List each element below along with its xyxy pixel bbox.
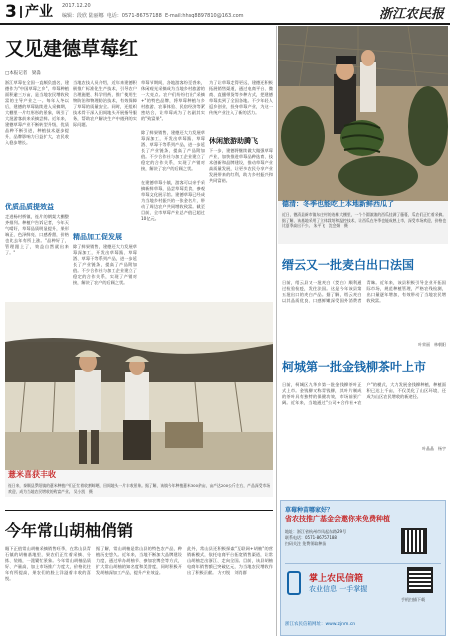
ad-slogan: 农业信息 一手掌握 [309, 585, 368, 593]
paragraph: 下一步，建德将继续做大做强草莓产业，加快推进草莓品种选育、技术创新和品牌建设，推动草莓产业高质量发展，让更多农民分享产业发展带来的红利，助力乡村振兴和共同富裕。 [209, 148, 273, 183]
article2-title: 缙云又一批麦白出口法国 [282, 258, 415, 272]
article3-reporter: 叶晶晶 杨宇 [422, 446, 446, 451]
main-col-1 [5, 80, 69, 298]
harvest-caption-body: 连日来，泰顺县罗阳镇的薏米种植户们正忙着收割晾晒，田间地头一片丰收景象。据了解，该镇今年种植薏米300余亩，亩产达200公斤左右，产品深受市场欢迎，成为当地农民增收的致富产业。 吴小凯 摄 [8, 483, 270, 494]
main-col-4 [209, 80, 273, 298]
paragraph: 草莓节期间，各地游客纷至沓来，休闲观光采摘成为当地乡村旅游的一大亮点。农户们纷纷打出"采摘+"的特色品牌，将草莓种植与乡村旅游、农事体验、民宿经济等紧密结合，让草莓成为了名副其实的"致富果"。 [141, 80, 205, 121]
paragraph: 日前，缙云县又一批麦白（茭白）顺利通过检验检疫，发往法国。这是今年该县第五批出口的麦白产品。据了解，缙云麦白以其品质优良、口感鲜嫩深受国外消费者青睐。近年来，该县积极引导企业开拓国际市场，规范种植管理，严格农残检测，出口量逐年增加，有效带动了当地农民增收致富。 [282, 280, 446, 303]
paragraph: 日前，柯城区九华乡第一批金钱柳茶叶正式上市。金钱柳又称青钱柳，其叶片制成的茶叶具有独特的保健功效，市场前景广阔。近年来，当地通过"公司+合作社+农户"的模式，大力发展金钱柳种植，种植面积已达上千亩，不仅美化了山区环境，还成为山区农民增收的新途径。 [282, 382, 446, 405]
section-title: 产业 [25, 4, 53, 20]
ad-qr-label: 手机扫描下载 [401, 597, 425, 602]
paragraph: 除了鲜果销售，建德还大力发展草莓深加工，开发出草莓酱、草莓酒、草莓干等系列产品，进一步延长了产业链条，提高了产品附加值。不少合作社与加工企业建立了稳定的合作关系，实现了产销对接，解决了农户的后顾之忧。 [141, 130, 205, 171]
header-phone: 电话：0571-86757188 [106, 13, 162, 19]
paragraph: 除了鲜果销售，建德还大力发展草莓深加工，开发出草莓酱、草莓酒、草莓干等系列产品，进一步延长了产业链条，提高了产品附加值。不少合作社与加工企业建立了稳定的合作关系，实现了产销对接，解决了农户的后顾之忧。 [73, 244, 137, 285]
header-contact [62, 12, 244, 19]
ad-phone-icon [287, 571, 301, 595]
paragraph: 浙江草莓在全国一直颇负盛名，建德作为"中国草莓之乡"，草莓种植面积逾三万亩，是当地农民增收致富的主导产业之一。每年入冬以后，建德的草莓陆续进入采摘期，大棚里一片红彤彤的景象，吸引了大批游客前来采摘尝鲜。近年来，建德草莓产业不断转型升级，优质品种不断引进，种植技术逐步提升，品牌影响力日益扩大，农民收入稳步增长。 [5, 80, 69, 145]
ad-line: 扫码关注 免费领取种苗 [285, 541, 327, 546]
article4-col-1: 眼下正值常山胡柚采摘销售旺季，在常山县青石镇的胡柚基地里，果农们正忙着采摘、分拣、装箱，一派繁忙景象。今年常山胡柚品质好、产量高，加上市场推广力度大，价格比往年有所提高，果农们的脸上洋溢着丰收的喜悦。 [5, 546, 91, 581]
paragraph: 当地农技人员介绍，近年来建德积极推广标准化生产技术，引导农户合理施肥、科学用药，推广使用生物防治和物理防治技术，有效保障了草莓的质量安全。同时，还组织技术骨干深入田间地头开展指导服务，帮助农户解决生产中遇到的实际问题。 [73, 80, 137, 127]
section-rule [5, 510, 273, 511]
watermelon-caption-title: 德清：冬季也能吃上本地新鲜西瓜了 [282, 200, 394, 208]
qr-code-icon [401, 528, 427, 554]
vertical-rule [276, 26, 277, 636]
article4-title: 今年常山胡柚俏销 [5, 521, 134, 540]
article2-body [282, 280, 446, 350]
header-editors: 编辑：段欣 陆丽娜 [62, 13, 104, 19]
main-col-3 [141, 80, 205, 298]
ad-box [280, 500, 446, 636]
ad-url: 浙江农民信箱网址：www.zjnm.cn [285, 622, 356, 627]
subhead: 优质品质提效益 [5, 203, 54, 211]
harvest-photo [5, 302, 273, 497]
ad-divider [285, 563, 441, 564]
subhead: 休闲旅游助腾飞 [209, 137, 258, 145]
page-number: 3 [5, 2, 17, 22]
header-rule [0, 23, 450, 25]
main-article-byline: □本报记者 梁淼 [5, 71, 41, 76]
ad-title: 草莓种苗哪家好？ [285, 507, 334, 514]
qr-code-icon-2 [407, 567, 433, 593]
masthead-logo: 浙江农民报 [378, 7, 444, 22]
page-header [0, 0, 450, 26]
article3-title: 柯城第一批金钱柳茶叶上市 [282, 360, 427, 374]
header-email: E-mail:hhsq8897810@163.com [164, 13, 244, 19]
article2-reporter: 叶荣丽 林朝阳 [418, 342, 446, 347]
subhead: 精品加工促发展 [73, 233, 122, 241]
ad-logo-text: 掌上农民信箱 [309, 574, 364, 584]
paragraph: 为了让草莓走得更远，建德还积极拓展销售渠道，通过电商平台、微商、直播带货等多种方式，把建德草莓卖到了全国各地。不少年轻人返乡创业，投身草莓产业，为这一传统产业注入了新的活力。 [209, 80, 273, 115]
harvest-caption-title: 薏米喜获丰收 [8, 470, 56, 479]
article4-col-2: 据了解，常山胡柚是常山县的特色农产品，种植历史悠久。近年来，当地不断加大品牌建设力度，通过举办胡柚节、参加农博会等方式，扩大常山胡柚的知名度和美誉度，同时积极开发胡柚深加工产品，提升产业效益。 [96, 546, 182, 575]
paragraph: 在建德草莓小镇，游客可以亲手采摘新鲜草莓，品尝草莓美食，参观草莓文化展示馆。建德草莓已经成为当地乡村振兴的一张金名片，带动了周边农户共同增收致富。截至目前，全市草莓产业总产值已超过10亿元。 [141, 180, 205, 221]
ad-line: 地址：浙江省杭州市凤起东路29号 [285, 529, 347, 534]
watermelon-caption-body: 近日，德清县新市镇东庄村的连栋大棚里，一个个圆滚滚的西瓜挂满了藤蔓，瓜农们正忙着采摘。据了解，该基地采用了立体栽培和温控技术，让西瓜在冬季也能成熟上市，深受市场欢迎，价格也比夏季高出不少。 朱平飞 沈会娟 摄 [282, 212, 446, 228]
ad-lines [285, 529, 395, 547]
header-date: 2017.12.20 [62, 3, 91, 9]
main-col-2 [73, 80, 137, 298]
article4-col-3: 此外，常山县还积极探索"互联网+胡柚"的营销新模式，依托电商平台拓宽销售渠道，让常山胡柚走出浙江、走向全国。目前，该县胡柚电商年销售额已突破亿元，为当地农民增收作出了积极贡献。 方刃锐 刘肖群 [187, 546, 273, 575]
ad-subtitle: 省农技推广基金会邀你来免费种植 [285, 515, 390, 523]
section-divider [20, 6, 22, 18]
article3-body [282, 382, 446, 454]
main-article-title: 又见建德草莓红 [5, 38, 139, 60]
paragraph: 走进杨村桥镇，连片的钢架大棚整齐排列。种植户告诉记者，今年天气晴好，草莓品质明显提升，果形端正、色泽鲜亮、口感香甜，价格也比去年有所上涨。"品种好了，管理跟上了，效益自然就出来了。" [5, 214, 69, 255]
ad-line: 联系电话：0571-86757188 [285, 535, 337, 540]
